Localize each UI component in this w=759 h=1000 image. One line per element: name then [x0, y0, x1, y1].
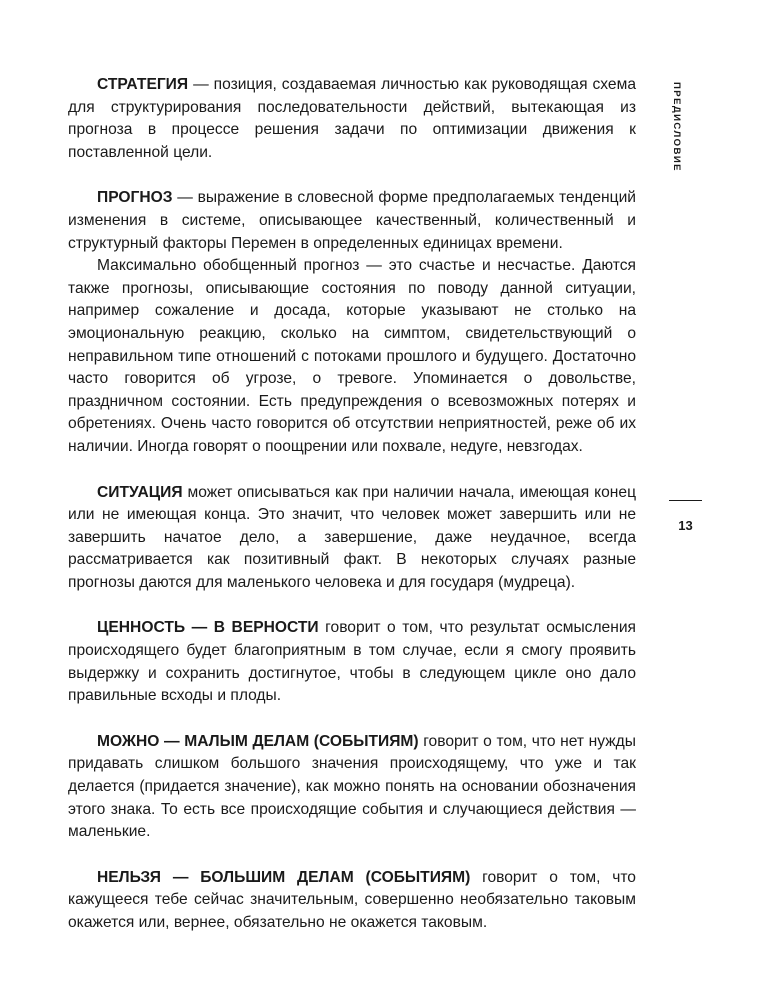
entry-situation	[68, 482, 636, 595]
entry-term: СИТУАЦИЯ	[97, 483, 183, 501]
entry-text: говорит о том, что результат осмысления происходящего будет благоприятным в том случае, если я смогу проявить выдержку и сохранить достигнутое, чтобы в следующем цикле оно дало правильные всходы и плоды.	[68, 619, 636, 705]
entry-text: говорит о том, что нет нужды придавать слишком большого значения происходящему, что уже и так делается (придается значение), как можно понять на основании обозначения этого знака. То есть все происходящие события и случающиеся действия — маленькие.	[68, 732, 636, 841]
entry-term: МОЖНО — МАЛЫМ ДЕЛАМ (СОБЫТИЯМ)	[97, 732, 419, 750]
entry-value-loyalty	[68, 617, 636, 707]
page-body	[68, 74, 636, 935]
entry-term: ЦЕННОСТЬ — В ВЕРНОСТИ	[97, 619, 319, 637]
entry-text: может описываться как при наличии начала, имеющая конец или не имеющая конца. Это значит, что человек может завершить или не завершить начатое дело, а завершение, даже неудачное, всегда рассматривается как позитивный факт. В некоторых случаях разные прогнозы даются для маленького человека и для государя (мудреца).	[68, 483, 636, 591]
entry-text: — выражение в словесной форме предполагаемых тенденций изменения в системе, описывающее качественный, количественный и структурный факторы Перемен в определенных единицах времени.	[68, 189, 636, 252]
page-number: 13	[678, 518, 693, 533]
entry-forecast	[68, 187, 636, 255]
folio-divider	[669, 500, 702, 501]
entry-term: СТРАТЕГИЯ	[97, 76, 189, 93]
entry-allowed-small	[68, 731, 636, 844]
entry-term: НЕЛЬЗЯ — БОЛЬШИМ ДЕЛАМ (СОБЫТИЯМ)	[97, 868, 471, 886]
entry-forbidden-big	[68, 867, 636, 935]
entry-forecast-continuation: Максимально обобщенный прогноз — это счастье и несчастье. Даются также прогнозы, описывающие состояния по поводу данной ситуации, например сожаление и досада, которые указывают не столько на эмоциональную реакцию, сколько на симптом, свидетельствующий о неправильном типе отношений с потоками прошлого и будущего. Достаточно часто говорится об угрозе, о тревоге. Упоминается о довольстве, праздничном состоянии. Есть предупреждения о всевозможных потерях и обретениях. Очень часто говорится об отсутствии неприятностей, реже об их наличии. Иногда говорят о поощрении или похвале, недуге, невзгодах.	[68, 257, 636, 455]
entry-text: — позиция, создаваемая личностью как руководящая схема для структурирования последовательности действий, вытекающая из прогноза в процессе решения задачи по оптимизации движения к поставленной цели.	[68, 76, 636, 161]
entry-term: ПРОГНОЗ	[97, 189, 173, 207]
running-head: ПРЕДИСЛОВИЕ	[671, 82, 682, 172]
entry-text: говорит о том, что кажущееся тебе сейчас значительным, совершенно необязательно таковым окажется или, вернее, обязательно не окажется таковым.	[68, 868, 636, 931]
entry-strategy	[68, 74, 636, 164]
